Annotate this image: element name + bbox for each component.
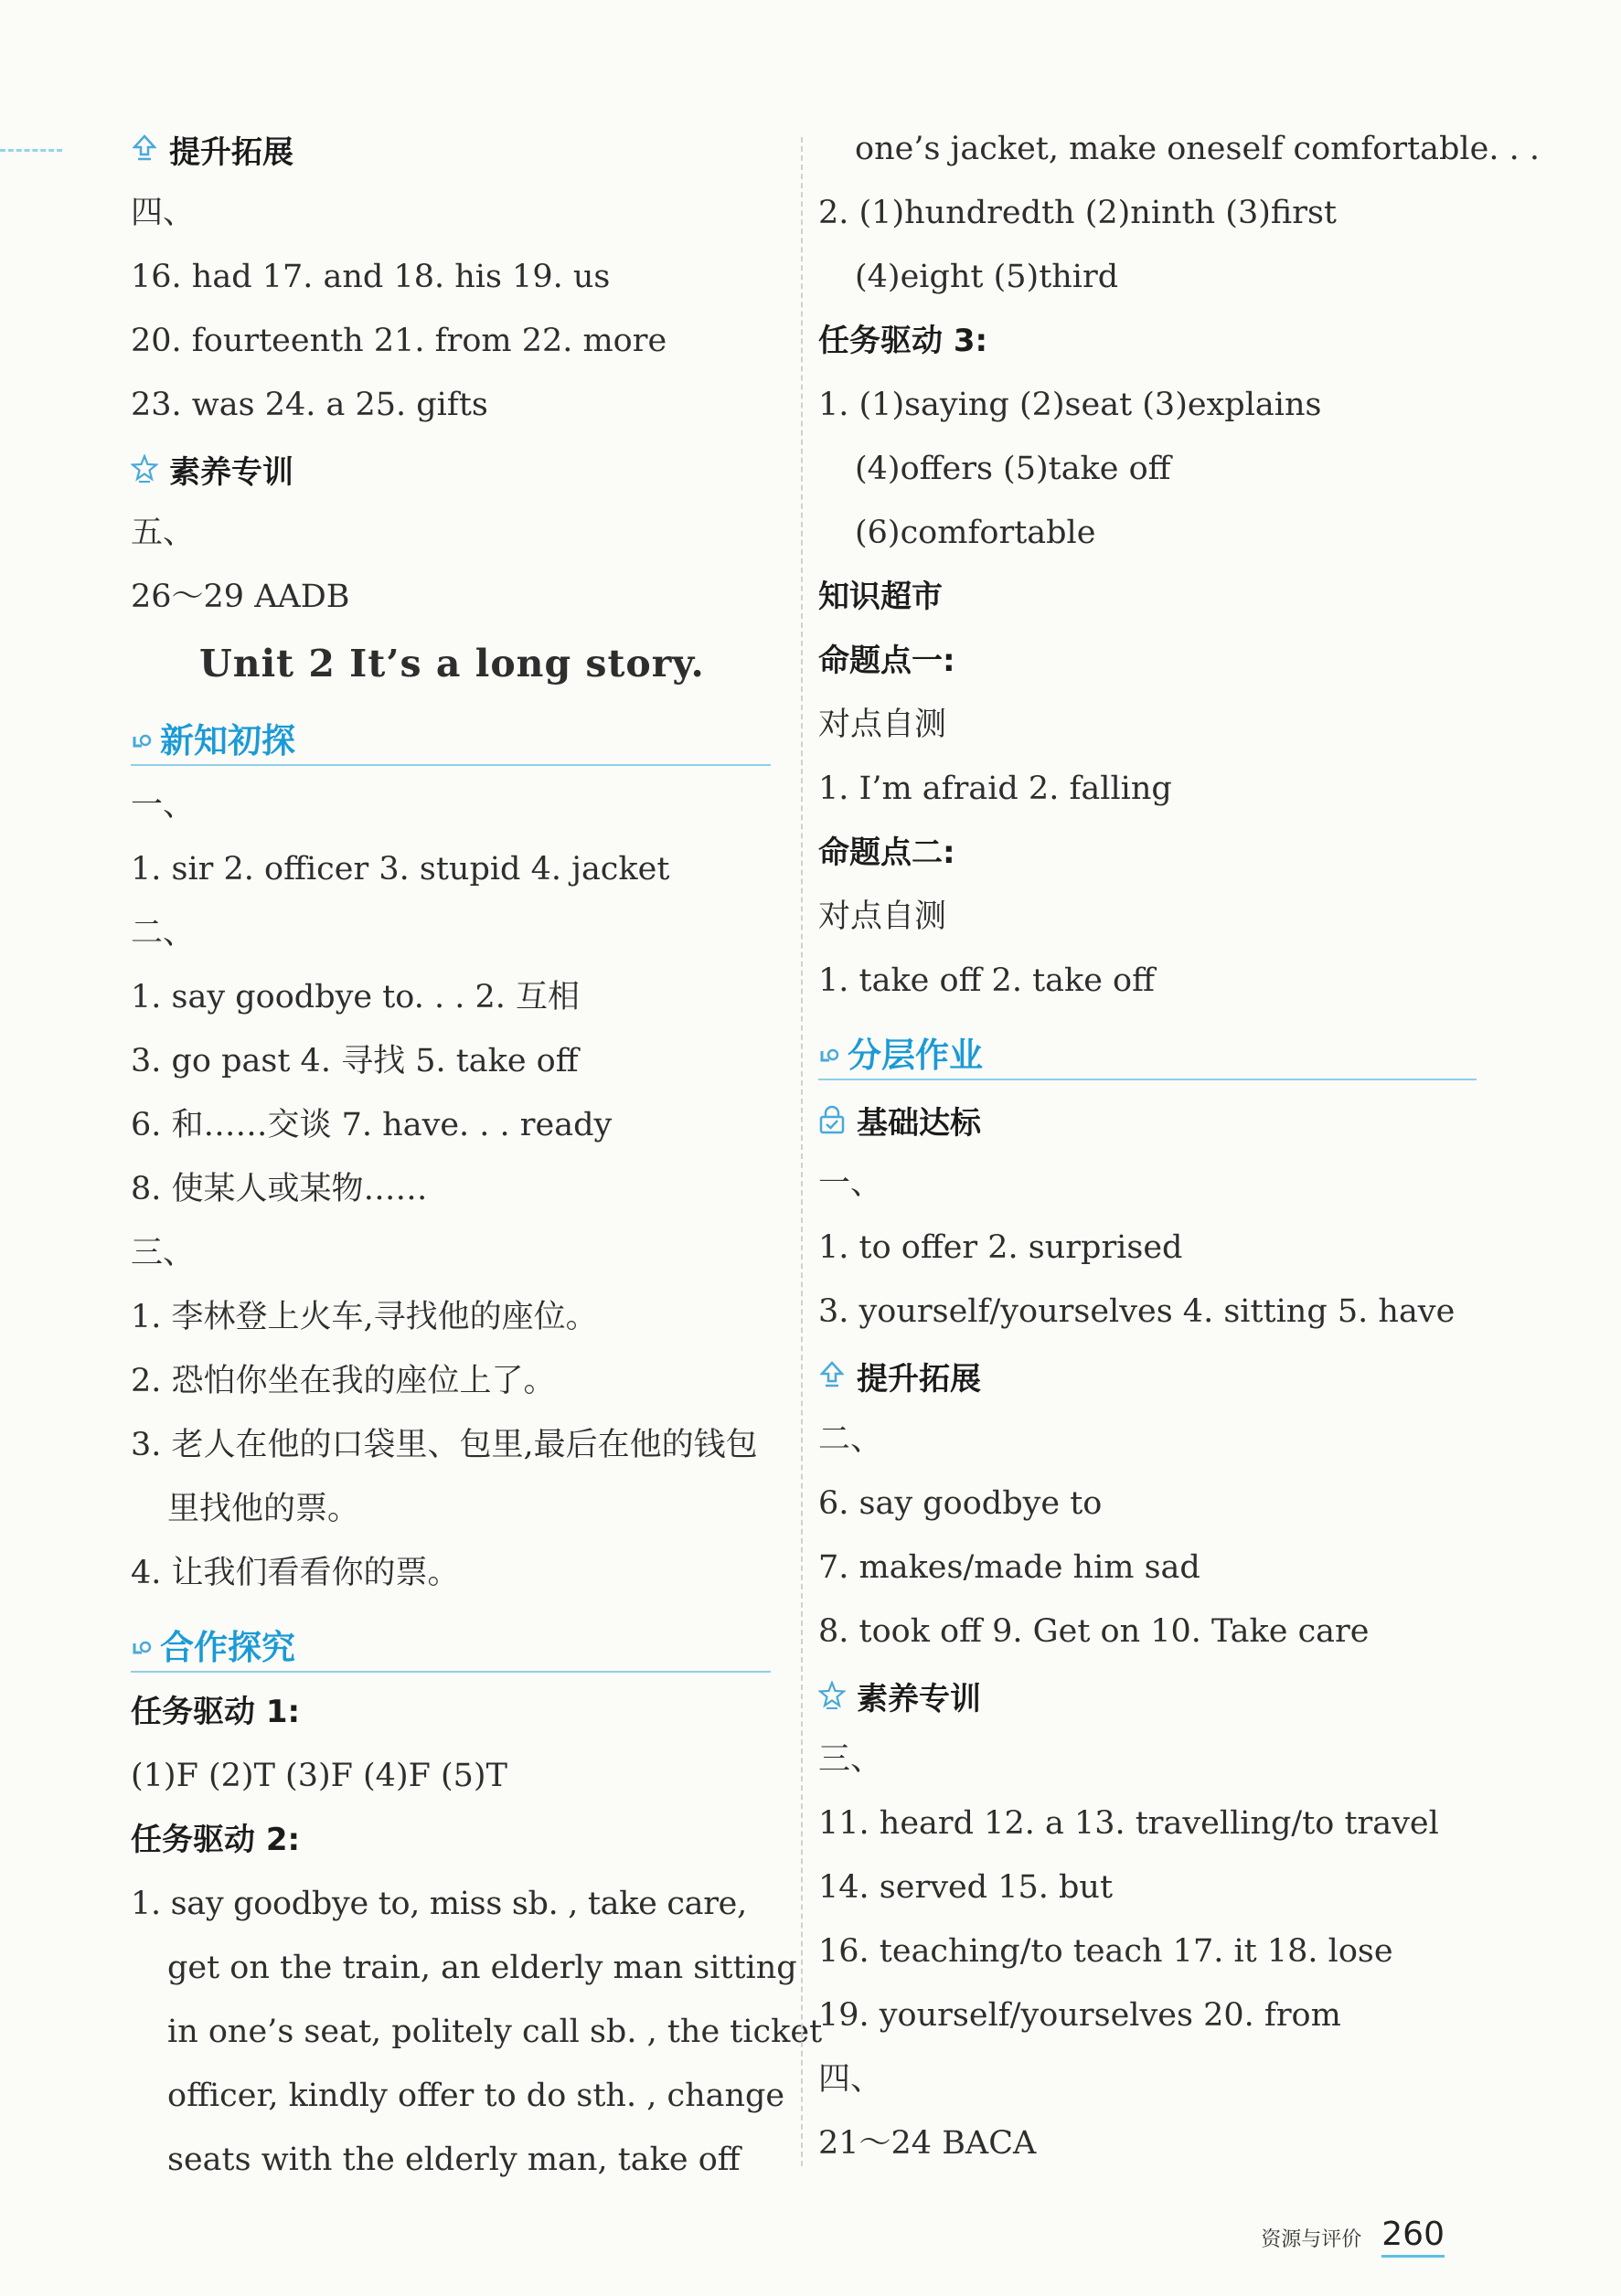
answer-line: 20. fourteenth 21. from 22. more	[131, 323, 667, 359]
answer-line: 21～24 BACA	[818, 2125, 1037, 2162]
subsection-label: 任务驱动 2:	[131, 1822, 301, 1858]
answer-line: (6)comfortable	[855, 515, 1096, 551]
answer-line: (4)eight (5)third	[855, 259, 1119, 295]
answer-line: seats with the elderly man, take off	[167, 2142, 741, 2178]
answer-line: officer, kindly offer to do sth. , change	[167, 2078, 785, 2114]
section-header	[131, 437, 771, 501]
answer-line: 四、	[818, 2061, 883, 2098]
section-title: 提升拓展	[857, 1360, 981, 1398]
answer-line: 对点自测	[818, 707, 947, 743]
answer-line: 7. makes/made him sad	[818, 1549, 1200, 1586]
answer-line: 2. (1)hundredth (2)ninth (3)first	[818, 195, 1337, 231]
answer-line: 3. go past 4. 寻找 5. take off	[131, 1043, 579, 1079]
answer-line: 二、	[131, 915, 196, 951]
answer-line: (4)offers (5)take off	[855, 451, 1171, 487]
answer-line: one’s jacket, make oneself comfortable. . .	[855, 131, 1540, 167]
page-number: 260	[1381, 2216, 1445, 2258]
answer-line: 五、	[131, 515, 196, 551]
lock-check-icon	[818, 1104, 846, 1135]
bookmark-icon	[131, 1638, 155, 1669]
answer-line: 23. was 24. a 25. gifts	[131, 387, 488, 423]
answer-line: 26～29 AADB	[131, 579, 350, 615]
footer-source: 资源与评价	[1261, 2228, 1362, 2251]
right-column	[818, 117, 1540, 2175]
answer-line: 4. 让我们看看你的票。	[131, 1555, 460, 1591]
subsection-label: 任务驱动 3:	[818, 323, 988, 359]
answer-line: 1. take off 2. take off	[818, 962, 1155, 999]
bookmark-icon	[131, 731, 155, 762]
answer-line: 1. (1)saying (2)seat (3)explains	[818, 387, 1322, 423]
section-title: 素养专训	[169, 453, 293, 491]
subsection-label: 命题点二:	[818, 834, 955, 871]
star-icon	[818, 1680, 846, 1711]
answer-line: 2. 恐怕你坐在我的座位上了。	[131, 1363, 556, 1399]
answer-line: 3. yourself/yourselves 4. sitting 5. have	[818, 1293, 1456, 1330]
section-header	[818, 1088, 1477, 1152]
answer-line: 19. yourself/yourselves 20. from	[818, 1997, 1341, 2034]
answer-line: 1. I’m afraid 2. falling	[818, 771, 1172, 807]
section-title: 提升拓展	[169, 133, 293, 171]
section-title: 新知初探	[160, 721, 295, 760]
unit-title: Unit 2 It’s a long story.	[199, 642, 705, 686]
bookmark-icon	[818, 1046, 842, 1077]
page-footer	[1261, 2216, 1445, 2258]
answer-line: in one’s seat, politely call sb. , the ticket	[167, 2014, 823, 2050]
answer-line: 对点自测	[818, 898, 947, 935]
answer-line: 1. sir 2. officer 3. stupid 4. jacket	[131, 851, 670, 888]
edge-dash-decoration	[0, 149, 62, 152]
answer-line: 8. 使某人或某物……	[131, 1171, 428, 1207]
subsection-label: 命题点一:	[818, 643, 955, 679]
answer-line: 二、	[818, 1421, 883, 1458]
answer-line: get on the train, an elderly man sitting	[167, 1950, 797, 1986]
column-divider	[801, 137, 803, 2166]
answer-line: 11. heard 12. a 13. travelling/to travel	[818, 1805, 1439, 1842]
answer-line: 里找他的票。	[167, 1491, 360, 1527]
section-title: 基础达标	[857, 1104, 981, 1142]
answer-line: 8. took off 9. Get on 10. Take care	[818, 1613, 1370, 1650]
answer-line: 6. say goodbye to	[818, 1485, 1103, 1522]
star-icon	[131, 453, 158, 484]
answer-line: 1. say goodbye to, miss sb. , take care,	[131, 1886, 747, 1922]
section-title: 素养专训	[857, 1680, 981, 1717]
answer-line: 1. 李林登上火车,寻找他的座位。	[131, 1299, 598, 1335]
answer-line: 16. teaching/to teach 17. it 18. lose	[818, 1933, 1393, 1970]
major-section-header	[131, 1605, 771, 1673]
subsection-label: 知识超市	[818, 579, 943, 615]
subsection-label: 任务驱动 1:	[131, 1694, 301, 1730]
answer-line: 三、	[131, 1235, 196, 1271]
upgrade-icon	[131, 133, 158, 165]
section-header	[818, 1664, 1477, 1727]
answer-line: 14. served 15. but	[818, 1869, 1114, 1906]
answer-line: 1. to offer 2. surprised	[818, 1229, 1183, 1266]
answer-line: 3. 老人在他的口袋里、包里,最后在他的钱包	[131, 1427, 758, 1463]
major-section-header	[131, 698, 771, 766]
answer-line: 一、	[818, 1165, 883, 1202]
answer-line: (1)F (2)T (3)F (4)F (5)T	[131, 1758, 507, 1794]
answer-line: 6. 和……交谈 7. have. . . ready	[131, 1107, 613, 1143]
answer-line: 三、	[818, 1741, 883, 1778]
answer-line: 一、	[131, 787, 196, 824]
section-header	[131, 117, 771, 181]
upgrade-icon	[818, 1360, 846, 1391]
section-title: 分层作业	[848, 1036, 983, 1075]
major-section-header	[818, 1013, 1477, 1080]
answer-line: 四、	[131, 195, 196, 231]
section-title: 合作探究	[160, 1628, 295, 1667]
answer-line: 16. had 17. and 18. his 19. us	[131, 259, 611, 295]
answer-line: 1. say goodbye to. . . 2. 互相	[131, 979, 581, 1015]
left-column	[131, 117, 823, 2192]
section-header	[818, 1344, 1477, 1408]
